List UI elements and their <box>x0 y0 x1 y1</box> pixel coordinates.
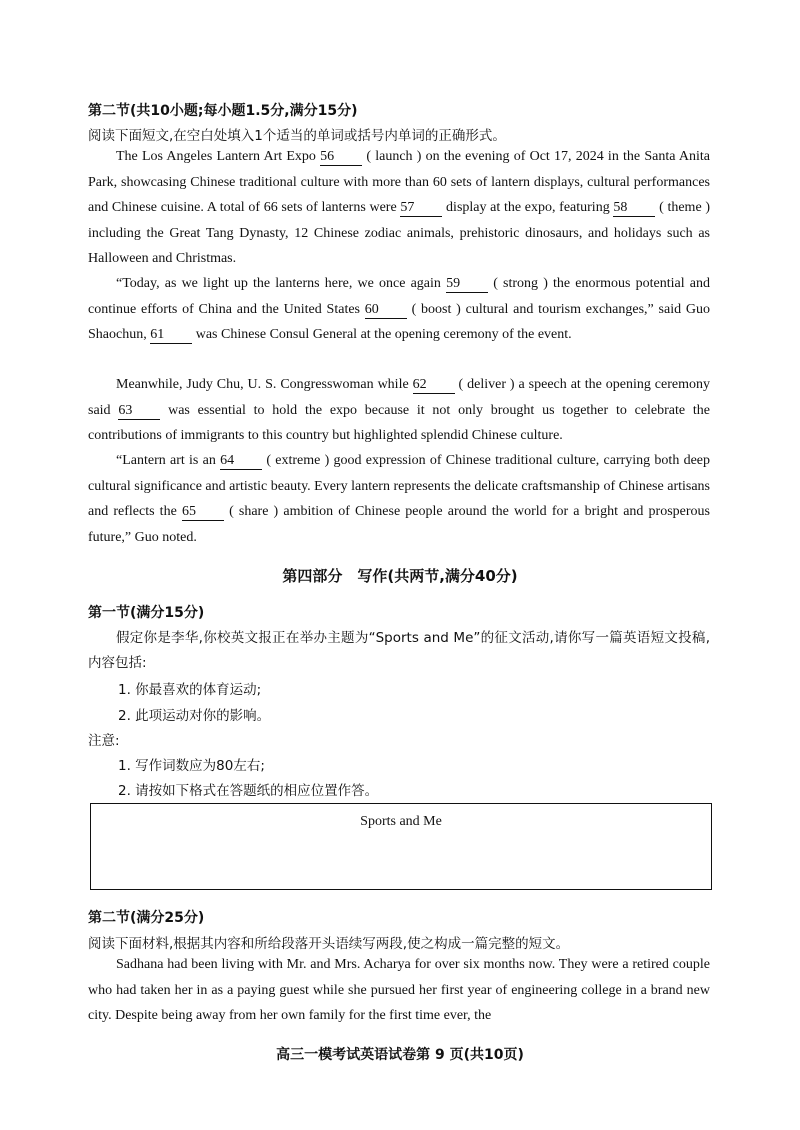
passage-text: was Chinese Consul General at the opening ceremony of the event. <box>192 327 572 342</box>
passage-paragraph-1 <box>88 144 710 272</box>
blank-56: 56 <box>320 149 362 166</box>
writing-section2-heading: 第二节(满分25分) <box>88 910 205 926</box>
writing-section2-instruction: 阅读下面材料,根据其内容和所给段落开头语续写两段,使之构成一篇完整的短文。 <box>88 936 570 952</box>
passage-paragraph-4 <box>88 448 710 550</box>
passage-paragraph-2 <box>88 271 710 348</box>
blank-64: 64 <box>220 453 262 470</box>
blank-65: 65 <box>182 504 224 521</box>
section2-instruction: 阅读下面短文,在空白处填入1个适当的单词或括号内单词的正确形式。 <box>88 128 506 144</box>
blank-62: 62 <box>413 377 455 394</box>
content-item-1: 1. 你最喜欢的体育运动; <box>118 682 262 698</box>
writing-section1-heading: 第一节(满分15分) <box>88 605 205 621</box>
part4-title: 第四部分 写作(共两节,满分40分) <box>282 567 518 585</box>
content-item-2: 2. 此项运动对你的影响。 <box>118 708 271 724</box>
passage-text: “Today, as we light up the lanterns here, we once again <box>116 276 447 291</box>
passage-text: ( share ) ambition of Chinese people around the world for a bright and prosperous future,” Guo noted. <box>88 504 710 545</box>
blank-57: 57 <box>400 200 442 217</box>
passage-text: display at the expo, featuring <box>442 200 614 215</box>
passage-text: ( strong ) the enormous potential and continue efforts of China and the United States <box>88 276 711 317</box>
note-item-2: 2. 请按如下格式在答题纸的相应位置作答。 <box>118 783 379 799</box>
passage-text: ( theme ) including the Great Tang Dynasty, 12 Chinese zodiac animals, prehistoric dinosaurs, and holidays such as Halloween and Christmas. <box>88 200 711 266</box>
passage-text: ( extreme ) good expression of Chinese traditional culture, carrying both deep cultural significance and artistic beauty. Every lantern represents the delicate craftsmanship of Chinese artisans and reflects the <box>88 453 711 519</box>
blank-60: 60 <box>365 302 407 319</box>
passage-text: ( launch ) on the evening of Oct 17, 2024 in the Santa Anita Park, showcasing Chinese traditional culture with more than 60 sets of lantern displays, cultural performances and Chinese cuisine. A total of 66 sets of lanterns were <box>88 149 711 215</box>
passage-text: Meanwhile, Judy Chu, U. S. Congresswoman while <box>116 377 413 392</box>
note-item-1: 1. 写作词数应为80左右; <box>118 758 265 774</box>
continuation-passage: Sadhana had been living with Mr. and Mrs. Acharya for over six months now. They were a retired couple who had taken her in as a paying guest while she pursued her first year of engineering college in a brand new city. Despite being away from her own family for the first time ever, the <box>88 957 710 1023</box>
page-footer: 高三一模考试英语试卷第 9 页(共10页) <box>276 1047 524 1063</box>
answer-format-box <box>90 803 712 890</box>
passage-text: ( boost ) cultural and tourism exchanges,” said Guo Shaochun, <box>88 301 711 342</box>
blank-63: 63 <box>118 403 160 420</box>
passage-paragraph-3 <box>88 372 710 449</box>
passage-text: “Lantern art is an <box>116 453 221 468</box>
passage-text: The Los Angeles Lantern Art Expo <box>116 149 321 164</box>
note-label: 注意: <box>88 733 120 749</box>
blank-58: 58 <box>613 200 655 217</box>
answer-box-title: Sports and Me <box>360 814 442 829</box>
passage-text: was essential to hold the expo because it not only brought us together to celebrate the contributions of immigrants to this country but highlighted splendid Chinese culture. <box>88 402 710 443</box>
blank-59: 59 <box>446 276 488 293</box>
passage-text: ( deliver ) a speech at the opening ceremony said <box>88 377 710 418</box>
writing-section1-prompt: 假定你是李华,你校英文报正在举办主题为“Sports and Me”的征文活动,请你写一篇英语短文投稿,内容包括: <box>88 630 710 671</box>
blank-61: 61 <box>150 327 192 344</box>
section2-heading: 第二节(共10小题;每小题1.5分,满分15分) <box>88 103 358 119</box>
